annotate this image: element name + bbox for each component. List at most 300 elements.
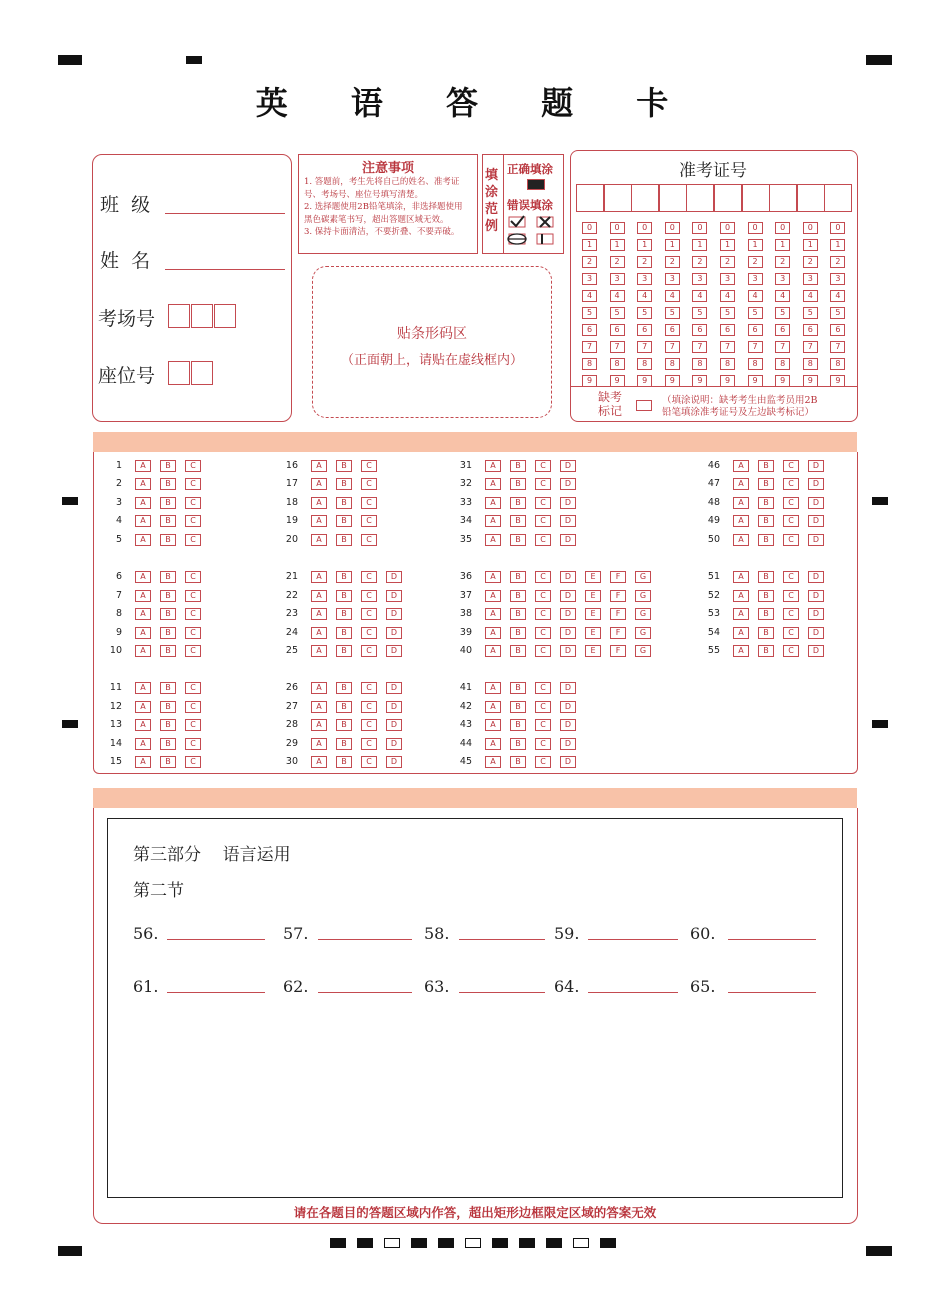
option-bubble[interactable]: B: [510, 534, 526, 546]
option-bubble[interactable]: C: [361, 627, 377, 639]
option-bubble[interactable]: B: [336, 571, 352, 583]
option-bubble[interactable]: C: [185, 719, 201, 731]
admission-digit-bubble[interactable]: 3: [830, 273, 845, 285]
option-bubble[interactable]: B: [160, 645, 176, 657]
admission-digit-bubble[interactable]: 1: [775, 239, 790, 251]
blank-answer-line[interactable]: [167, 992, 265, 993]
option-bubble[interactable]: C: [361, 515, 377, 527]
option-bubble[interactable]: B: [336, 627, 352, 639]
option-bubble[interactable]: A: [135, 571, 151, 583]
option-bubble[interactable]: C: [783, 460, 799, 472]
admission-digit-bubble[interactable]: 3: [637, 273, 652, 285]
admission-digit-bubble[interactable]: 2: [830, 256, 845, 268]
option-bubble[interactable]: A: [733, 608, 749, 620]
option-bubble[interactable]: A: [135, 719, 151, 731]
option-bubble[interactable]: C: [535, 701, 551, 713]
option-bubble[interactable]: A: [311, 738, 327, 750]
option-bubble[interactable]: A: [135, 701, 151, 713]
admission-digit-bubble[interactable]: 5: [665, 307, 680, 319]
option-bubble[interactable]: D: [386, 701, 402, 713]
option-bubble[interactable]: C: [185, 497, 201, 509]
admission-digit-bubble[interactable]: 7: [692, 341, 707, 353]
admission-digit-bubble[interactable]: 1: [665, 239, 680, 251]
option-bubble[interactable]: C: [783, 571, 799, 583]
admission-digit-bubble[interactable]: 4: [830, 290, 845, 302]
admission-digit-bubble[interactable]: 1: [692, 239, 707, 251]
option-bubble[interactable]: D: [808, 515, 824, 527]
option-bubble[interactable]: B: [160, 756, 176, 768]
option-bubble[interactable]: C: [361, 682, 377, 694]
option-bubble[interactable]: C: [361, 645, 377, 657]
admission-digit-bubble[interactable]: 8: [610, 358, 625, 370]
admission-digit-bubble[interactable]: 3: [720, 273, 735, 285]
option-bubble[interactable]: C: [361, 571, 377, 583]
option-bubble[interactable]: A: [135, 460, 151, 472]
admission-digit-bubble[interactable]: 2: [803, 256, 818, 268]
option-bubble[interactable]: B: [160, 738, 176, 750]
option-bubble[interactable]: C: [361, 756, 377, 768]
admission-digit-bubble[interactable]: 4: [610, 290, 625, 302]
option-bubble[interactable]: B: [510, 645, 526, 657]
admission-digit-cell[interactable]: [742, 184, 770, 212]
option-bubble[interactable]: D: [560, 478, 576, 490]
option-bubble[interactable]: B: [160, 590, 176, 602]
option-bubble[interactable]: A: [485, 534, 501, 546]
option-bubble[interactable]: B: [510, 756, 526, 768]
option-bubble[interactable]: A: [733, 478, 749, 490]
option-bubble[interactable]: B: [758, 627, 774, 639]
admission-digit-bubble[interactable]: 9: [692, 375, 707, 387]
option-bubble[interactable]: E: [585, 627, 601, 639]
admission-digit-bubble[interactable]: 2: [610, 256, 625, 268]
option-bubble[interactable]: A: [733, 534, 749, 546]
admission-digit-bubble[interactable]: 9: [748, 375, 763, 387]
admission-digit-bubble[interactable]: 6: [665, 324, 680, 336]
admission-digit-bubble[interactable]: 6: [775, 324, 790, 336]
seat-box[interactable]: [191, 361, 213, 385]
blank-answer-line[interactable]: [728, 992, 816, 993]
option-bubble[interactable]: C: [361, 701, 377, 713]
admission-digit-bubble[interactable]: 6: [830, 324, 845, 336]
admission-digit-bubble[interactable]: 4: [692, 290, 707, 302]
option-bubble[interactable]: D: [386, 627, 402, 639]
blank-answer-line[interactable]: [167, 939, 265, 940]
admission-digit-bubble[interactable]: 9: [582, 375, 597, 387]
option-bubble[interactable]: C: [783, 515, 799, 527]
admission-digit-bubble[interactable]: 7: [830, 341, 845, 353]
option-bubble[interactable]: F: [610, 627, 626, 639]
option-bubble[interactable]: A: [485, 701, 501, 713]
admission-digit-bubble[interactable]: 0: [665, 222, 680, 234]
option-bubble[interactable]: G: [635, 627, 651, 639]
admission-digit-bubble[interactable]: 9: [830, 375, 845, 387]
option-bubble[interactable]: A: [135, 497, 151, 509]
admission-digit-bubble[interactable]: 0: [720, 222, 735, 234]
option-bubble[interactable]: A: [311, 460, 327, 472]
option-bubble[interactable]: B: [758, 534, 774, 546]
admission-digit-bubble[interactable]: 3: [803, 273, 818, 285]
option-bubble[interactable]: B: [160, 571, 176, 583]
admission-digit-cell[interactable]: [604, 184, 632, 212]
admission-digit-bubble[interactable]: 3: [665, 273, 680, 285]
admission-digit-bubble[interactable]: 5: [582, 307, 597, 319]
option-bubble[interactable]: A: [135, 534, 151, 546]
exam-room-box[interactable]: [168, 304, 190, 328]
admission-digit-cell[interactable]: [714, 184, 742, 212]
option-bubble[interactable]: C: [185, 515, 201, 527]
option-bubble[interactable]: C: [535, 571, 551, 583]
admission-digit-bubble[interactable]: 3: [692, 273, 707, 285]
option-bubble[interactable]: C: [535, 478, 551, 490]
option-bubble[interactable]: D: [808, 571, 824, 583]
exam-room-box[interactable]: [214, 304, 236, 328]
admission-digit-cell[interactable]: [631, 184, 659, 212]
admission-digit-bubble[interactable]: 3: [610, 273, 625, 285]
admission-digit-bubble[interactable]: 5: [775, 307, 790, 319]
admission-digit-bubble[interactable]: 2: [720, 256, 735, 268]
admission-digit-bubble[interactable]: 0: [610, 222, 625, 234]
option-bubble[interactable]: D: [386, 756, 402, 768]
option-bubble[interactable]: C: [185, 608, 201, 620]
admission-digit-bubble[interactable]: 1: [582, 239, 597, 251]
admission-digit-bubble[interactable]: 4: [582, 290, 597, 302]
option-bubble[interactable]: E: [585, 645, 601, 657]
option-bubble[interactable]: C: [185, 478, 201, 490]
admission-digit-bubble[interactable]: 7: [803, 341, 818, 353]
admission-digit-bubble[interactable]: 1: [720, 239, 735, 251]
option-bubble[interactable]: A: [485, 738, 501, 750]
option-bubble[interactable]: D: [808, 534, 824, 546]
admission-digit-bubble[interactable]: 0: [582, 222, 597, 234]
option-bubble[interactable]: B: [336, 719, 352, 731]
admission-digit-bubble[interactable]: 5: [803, 307, 818, 319]
option-bubble[interactable]: C: [185, 701, 201, 713]
option-bubble[interactable]: F: [610, 571, 626, 583]
option-bubble[interactable]: C: [783, 608, 799, 620]
admission-digit-bubble[interactable]: 4: [665, 290, 680, 302]
option-bubble[interactable]: B: [336, 738, 352, 750]
option-bubble[interactable]: A: [311, 645, 327, 657]
admission-digit-bubble[interactable]: 6: [610, 324, 625, 336]
admission-digit-bubble[interactable]: 9: [637, 375, 652, 387]
admission-digit-bubble[interactable]: 4: [748, 290, 763, 302]
admission-digit-bubble[interactable]: 1: [637, 239, 652, 251]
option-bubble[interactable]: D: [560, 497, 576, 509]
option-bubble[interactable]: C: [361, 478, 377, 490]
admission-digit-bubble[interactable]: 2: [692, 256, 707, 268]
option-bubble[interactable]: A: [135, 645, 151, 657]
absent-mark-box[interactable]: [636, 400, 652, 411]
option-bubble[interactable]: D: [386, 645, 402, 657]
option-bubble[interactable]: A: [311, 478, 327, 490]
option-bubble[interactable]: A: [485, 515, 501, 527]
option-bubble[interactable]: C: [185, 645, 201, 657]
option-bubble[interactable]: B: [510, 608, 526, 620]
option-bubble[interactable]: D: [808, 627, 824, 639]
option-bubble[interactable]: A: [485, 460, 501, 472]
admission-digit-bubble[interactable]: 3: [775, 273, 790, 285]
admission-digit-bubble[interactable]: 1: [830, 239, 845, 251]
option-bubble[interactable]: C: [185, 756, 201, 768]
option-bubble[interactable]: B: [336, 608, 352, 620]
option-bubble[interactable]: D: [560, 608, 576, 620]
admission-digit-bubble[interactable]: 8: [775, 358, 790, 370]
option-bubble[interactable]: C: [535, 497, 551, 509]
option-bubble[interactable]: C: [783, 478, 799, 490]
option-bubble[interactable]: A: [485, 627, 501, 639]
option-bubble[interactable]: B: [510, 571, 526, 583]
option-bubble[interactable]: E: [585, 590, 601, 602]
admission-digit-bubble[interactable]: 6: [692, 324, 707, 336]
blank-answer-line[interactable]: [318, 992, 412, 993]
option-bubble[interactable]: D: [808, 608, 824, 620]
option-bubble[interactable]: B: [510, 497, 526, 509]
exam-room-box[interactable]: [191, 304, 213, 328]
option-bubble[interactable]: F: [610, 590, 626, 602]
option-bubble[interactable]: D: [808, 497, 824, 509]
option-bubble[interactable]: C: [783, 645, 799, 657]
admission-digit-bubble[interactable]: 8: [637, 358, 652, 370]
option-bubble[interactable]: C: [535, 460, 551, 472]
option-bubble[interactable]: D: [560, 701, 576, 713]
admission-digit-bubble[interactable]: 0: [830, 222, 845, 234]
option-bubble[interactable]: B: [160, 608, 176, 620]
blank-answer-line[interactable]: [459, 992, 545, 993]
option-bubble[interactable]: C: [535, 627, 551, 639]
option-bubble[interactable]: D: [560, 534, 576, 546]
blank-answer-line[interactable]: [728, 939, 816, 940]
option-bubble[interactable]: A: [733, 460, 749, 472]
option-bubble[interactable]: D: [808, 645, 824, 657]
option-bubble[interactable]: B: [758, 460, 774, 472]
option-bubble[interactable]: B: [336, 645, 352, 657]
option-bubble[interactable]: A: [485, 756, 501, 768]
option-bubble[interactable]: D: [560, 590, 576, 602]
option-bubble[interactable]: C: [361, 590, 377, 602]
option-bubble[interactable]: E: [585, 571, 601, 583]
admission-digit-bubble[interactable]: 1: [610, 239, 625, 251]
admission-digit-bubble[interactable]: 5: [748, 307, 763, 319]
option-bubble[interactable]: B: [160, 534, 176, 546]
admission-digit-bubble[interactable]: 5: [720, 307, 735, 319]
option-bubble[interactable]: B: [160, 719, 176, 731]
option-bubble[interactable]: D: [386, 608, 402, 620]
option-bubble[interactable]: B: [510, 515, 526, 527]
option-bubble[interactable]: C: [361, 719, 377, 731]
option-bubble[interactable]: A: [135, 478, 151, 490]
option-bubble[interactable]: B: [758, 515, 774, 527]
option-bubble[interactable]: A: [311, 701, 327, 713]
option-bubble[interactable]: C: [535, 534, 551, 546]
admission-digit-bubble[interactable]: 2: [748, 256, 763, 268]
option-bubble[interactable]: A: [733, 571, 749, 583]
admission-digit-bubble[interactable]: 6: [720, 324, 735, 336]
option-bubble[interactable]: B: [336, 756, 352, 768]
admission-digit-bubble[interactable]: 4: [775, 290, 790, 302]
admission-digit-bubble[interactable]: 0: [748, 222, 763, 234]
option-bubble[interactable]: B: [336, 534, 352, 546]
admission-digit-bubble[interactable]: 4: [720, 290, 735, 302]
option-bubble[interactable]: B: [758, 571, 774, 583]
admission-digit-bubble[interactable]: 9: [775, 375, 790, 387]
option-bubble[interactable]: C: [361, 460, 377, 472]
admission-digit-cell[interactable]: [769, 184, 797, 212]
option-bubble[interactable]: B: [758, 590, 774, 602]
option-bubble[interactable]: C: [783, 497, 799, 509]
option-bubble[interactable]: A: [485, 608, 501, 620]
admission-digit-bubble[interactable]: 7: [637, 341, 652, 353]
option-bubble[interactable]: C: [361, 497, 377, 509]
option-bubble[interactable]: A: [135, 608, 151, 620]
admission-digit-bubble[interactable]: 8: [748, 358, 763, 370]
admission-digit-cell[interactable]: [576, 184, 604, 212]
admission-digit-bubble[interactable]: 6: [582, 324, 597, 336]
option-bubble[interactable]: A: [311, 515, 327, 527]
option-bubble[interactable]: A: [485, 682, 501, 694]
option-bubble[interactable]: C: [361, 738, 377, 750]
admission-digit-bubble[interactable]: 8: [582, 358, 597, 370]
admission-digit-bubble[interactable]: 7: [582, 341, 597, 353]
option-bubble[interactable]: C: [783, 627, 799, 639]
option-bubble[interactable]: C: [361, 608, 377, 620]
admission-digit-bubble[interactable]: 9: [610, 375, 625, 387]
option-bubble[interactable]: B: [160, 497, 176, 509]
option-bubble[interactable]: A: [485, 719, 501, 731]
option-bubble[interactable]: D: [560, 756, 576, 768]
admission-digit-bubble[interactable]: 8: [720, 358, 735, 370]
option-bubble[interactable]: A: [311, 627, 327, 639]
admission-digit-bubble[interactable]: 8: [692, 358, 707, 370]
option-bubble[interactable]: C: [783, 534, 799, 546]
option-bubble[interactable]: A: [311, 534, 327, 546]
option-bubble[interactable]: A: [135, 682, 151, 694]
option-bubble[interactable]: C: [783, 590, 799, 602]
admission-digit-bubble[interactable]: 3: [748, 273, 763, 285]
option-bubble[interactable]: D: [560, 738, 576, 750]
option-bubble[interactable]: D: [386, 719, 402, 731]
admission-digit-bubble[interactable]: 0: [775, 222, 790, 234]
admission-digit-bubble[interactable]: 2: [665, 256, 680, 268]
blank-answer-line[interactable]: [588, 939, 678, 940]
option-bubble[interactable]: C: [361, 534, 377, 546]
option-bubble[interactable]: D: [808, 478, 824, 490]
admission-digit-cell[interactable]: [797, 184, 825, 212]
option-bubble[interactable]: C: [185, 627, 201, 639]
admission-digit-bubble[interactable]: 9: [720, 375, 735, 387]
option-bubble[interactable]: B: [510, 627, 526, 639]
admission-digit-bubble[interactable]: 7: [665, 341, 680, 353]
option-bubble[interactable]: C: [185, 534, 201, 546]
admission-digit-bubble[interactable]: 1: [748, 239, 763, 251]
option-bubble[interactable]: B: [336, 590, 352, 602]
option-bubble[interactable]: C: [185, 571, 201, 583]
option-bubble[interactable]: C: [535, 645, 551, 657]
admission-digit-bubble[interactable]: 2: [582, 256, 597, 268]
option-bubble[interactable]: A: [733, 515, 749, 527]
option-bubble[interactable]: G: [635, 571, 651, 583]
option-bubble[interactable]: G: [635, 590, 651, 602]
admission-digit-bubble[interactable]: 0: [803, 222, 818, 234]
option-bubble[interactable]: G: [635, 645, 651, 657]
admission-digit-bubble[interactable]: 1: [803, 239, 818, 251]
admission-digit-bubble[interactable]: 5: [637, 307, 652, 319]
option-bubble[interactable]: A: [485, 478, 501, 490]
option-bubble[interactable]: A: [135, 756, 151, 768]
option-bubble[interactable]: B: [336, 497, 352, 509]
option-bubble[interactable]: D: [386, 682, 402, 694]
option-bubble[interactable]: B: [336, 460, 352, 472]
admission-digit-cell[interactable]: [659, 184, 687, 212]
option-bubble[interactable]: E: [585, 608, 601, 620]
option-bubble[interactable]: C: [535, 682, 551, 694]
option-bubble[interactable]: D: [560, 682, 576, 694]
option-bubble[interactable]: D: [560, 571, 576, 583]
admission-digit-bubble[interactable]: 7: [610, 341, 625, 353]
admission-digit-bubble[interactable]: 8: [803, 358, 818, 370]
option-bubble[interactable]: A: [311, 608, 327, 620]
option-bubble[interactable]: A: [135, 627, 151, 639]
admission-digit-bubble[interactable]: 0: [637, 222, 652, 234]
admission-digit-bubble[interactable]: 5: [830, 307, 845, 319]
option-bubble[interactable]: A: [135, 738, 151, 750]
option-bubble[interactable]: D: [808, 590, 824, 602]
option-bubble[interactable]: A: [311, 682, 327, 694]
option-bubble[interactable]: C: [535, 590, 551, 602]
option-bubble[interactable]: B: [510, 719, 526, 731]
seat-box[interactable]: [168, 361, 190, 385]
admission-digit-bubble[interactable]: 0: [692, 222, 707, 234]
option-bubble[interactable]: F: [610, 608, 626, 620]
option-bubble[interactable]: B: [336, 682, 352, 694]
option-bubble[interactable]: B: [160, 515, 176, 527]
option-bubble[interactable]: C: [185, 738, 201, 750]
option-bubble[interactable]: F: [610, 645, 626, 657]
option-bubble[interactable]: C: [185, 460, 201, 472]
option-bubble[interactable]: D: [560, 645, 576, 657]
admission-digit-bubble[interactable]: 9: [803, 375, 818, 387]
option-bubble[interactable]: A: [311, 497, 327, 509]
option-bubble[interactable]: B: [758, 645, 774, 657]
option-bubble[interactable]: A: [733, 645, 749, 657]
admission-digit-bubble[interactable]: 7: [775, 341, 790, 353]
blank-answer-line[interactable]: [459, 939, 545, 940]
option-bubble[interactable]: B: [160, 460, 176, 472]
option-bubble[interactable]: D: [560, 460, 576, 472]
class-field[interactable]: [165, 213, 285, 214]
option-bubble[interactable]: B: [336, 478, 352, 490]
admission-digit-bubble[interactable]: 4: [637, 290, 652, 302]
option-bubble[interactable]: C: [535, 608, 551, 620]
option-bubble[interactable]: A: [135, 590, 151, 602]
admission-digit-bubble[interactable]: 8: [830, 358, 845, 370]
option-bubble[interactable]: D: [560, 515, 576, 527]
option-bubble[interactable]: D: [808, 460, 824, 472]
option-bubble[interactable]: A: [485, 571, 501, 583]
name-field[interactable]: [165, 269, 285, 270]
option-bubble[interactable]: A: [733, 627, 749, 639]
admission-digit-cell[interactable]: [824, 184, 852, 212]
option-bubble[interactable]: B: [160, 682, 176, 694]
admission-digit-bubble[interactable]: 8: [665, 358, 680, 370]
option-bubble[interactable]: B: [510, 590, 526, 602]
option-bubble[interactable]: B: [336, 515, 352, 527]
option-bubble[interactable]: D: [560, 719, 576, 731]
option-bubble[interactable]: D: [386, 571, 402, 583]
blank-answer-line[interactable]: [588, 992, 678, 993]
admission-digit-bubble[interactable]: 2: [637, 256, 652, 268]
admission-digit-bubble[interactable]: 2: [775, 256, 790, 268]
option-bubble[interactable]: B: [510, 682, 526, 694]
